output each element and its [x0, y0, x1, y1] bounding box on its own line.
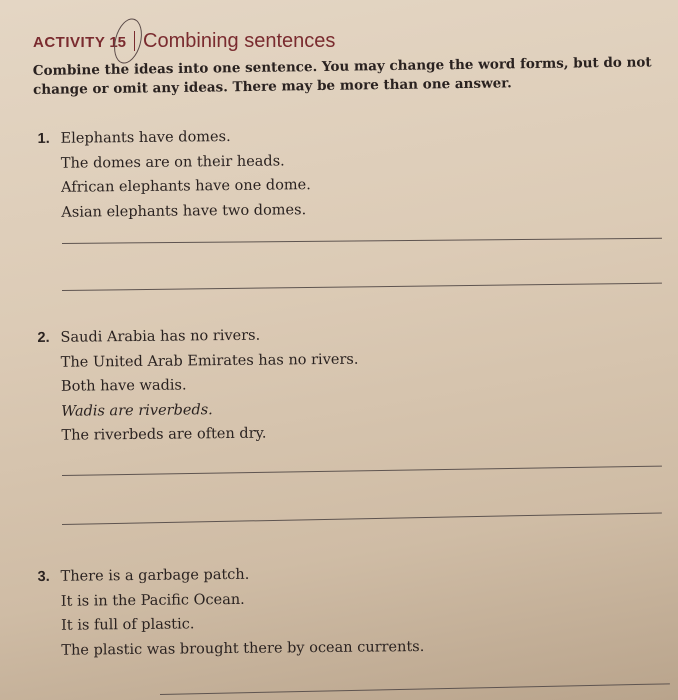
answer-line[interactable]	[62, 466, 662, 476]
item-number: 1.	[37, 130, 50, 148]
handwritten-circle	[109, 15, 146, 66]
sentence: The domes are on their heads.	[60, 152, 285, 172]
activity-label: ACTIVITY	[33, 34, 106, 51]
exercise-item-2	[37, 323, 359, 449]
activity-header	[33, 30, 335, 53]
item-number: 2.	[37, 329, 50, 347]
item-number: 3.	[37, 568, 50, 586]
instructions: Combine the ideas into one sentence. You may change the word forms, but do not change or omit any ideas. There may be more than one answer.	[32, 54, 652, 98]
sentence: It is in the Pacific Ocean.	[60, 591, 245, 610]
activity-number: 15	[109, 34, 127, 51]
sentence: It is full of plastic.	[61, 616, 195, 634]
answer-line[interactable]	[62, 512, 662, 525]
sentence: Saudi Arabia has no rivers.	[60, 327, 261, 346]
activity-title: Combining sentences	[143, 30, 336, 52]
exercise-item-1	[37, 124, 311, 225]
sentence: Both have wadis.	[60, 377, 187, 395]
sentence: African elephants have one dome.	[61, 177, 311, 196]
sentence: The plastic was brought there by ocean currents.	[61, 638, 425, 659]
sentence: The United Arab Emirates has no rivers.	[60, 351, 359, 371]
sentence: Wadis are riverbeds.	[61, 401, 213, 420]
answer-line[interactable]	[62, 238, 662, 244]
sentence: The riverbeds are often dry.	[61, 425, 267, 444]
sentence: Asian elephants have two domes.	[61, 201, 307, 221]
answer-line[interactable]	[62, 283, 662, 291]
exercise-item-3	[37, 561, 424, 663]
answer-line[interactable]	[160, 683, 670, 695]
sentence: Elephants have domes.	[60, 128, 231, 147]
sentence: There is a garbage patch.	[60, 566, 250, 585]
